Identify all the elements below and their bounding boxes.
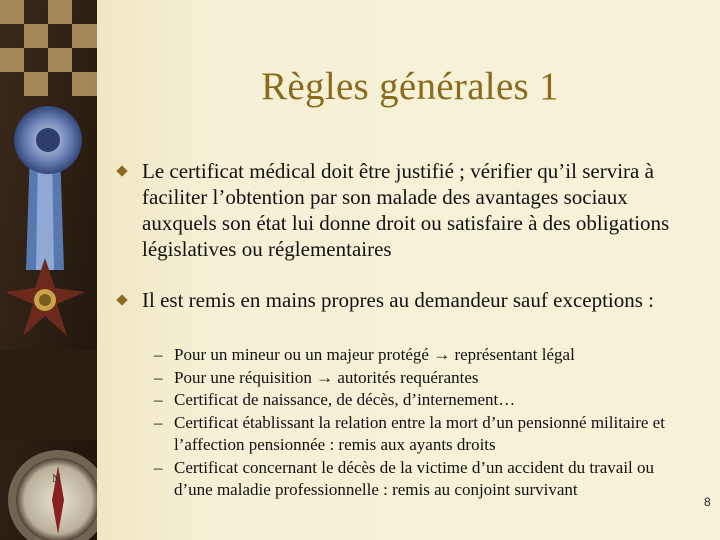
dash-marker: – [154, 367, 163, 387]
list-item-text: Pour une réquisition → autorités requérantes [174, 367, 479, 387]
dash-marker: – [154, 412, 163, 432]
dash-marker: – [154, 390, 163, 409]
bullet-item-1 [118, 158, 698, 262]
list-item-text: Certificat de naissance, de décès, d’internement… [174, 390, 516, 409]
dash-marker: – [154, 345, 163, 364]
page-number: 8 [704, 495, 711, 509]
svg-text:N: N [52, 474, 61, 485]
bullet-text: Il est remis en mains propres au demandeur sauf exceptions : [142, 288, 655, 312]
list-item [154, 412, 674, 457]
list-item [154, 389, 674, 412]
dash-marker: – [154, 457, 163, 477]
medal-compass-photo [0, 0, 97, 540]
list-item [154, 457, 674, 502]
list-item-text: Pour un mineur ou un majeur protégé → représentant légal [174, 345, 575, 364]
bullet-text: Le certificat médical doit être justifié ; vérifier qu’il servira à faciliter l’obtention par son malade des avantages sociaux auxquels son état lui donne droit ou satisfaire à des obligations législatives ou réglementaires [142, 159, 670, 261]
diamond-bullet-icon [116, 165, 127, 176]
exceptions-list [154, 344, 674, 502]
list-item-text: Certificat concernant le décès de la victime d’un accident du travail ou d’une maladie professionnelle : remis au conjoint survivant [174, 457, 655, 499]
list-item [154, 344, 674, 367]
diamond-bullet-icon [116, 294, 127, 305]
slide-title: Règles générales 1 [261, 65, 559, 108]
bullet-item-2 [118, 287, 698, 313]
list-item [154, 367, 674, 390]
list-item-text: Certificat établissant la relation entre la mort d’un pensionné militaire et l’affection pensionnée : remis aux ayants droits [174, 412, 665, 454]
